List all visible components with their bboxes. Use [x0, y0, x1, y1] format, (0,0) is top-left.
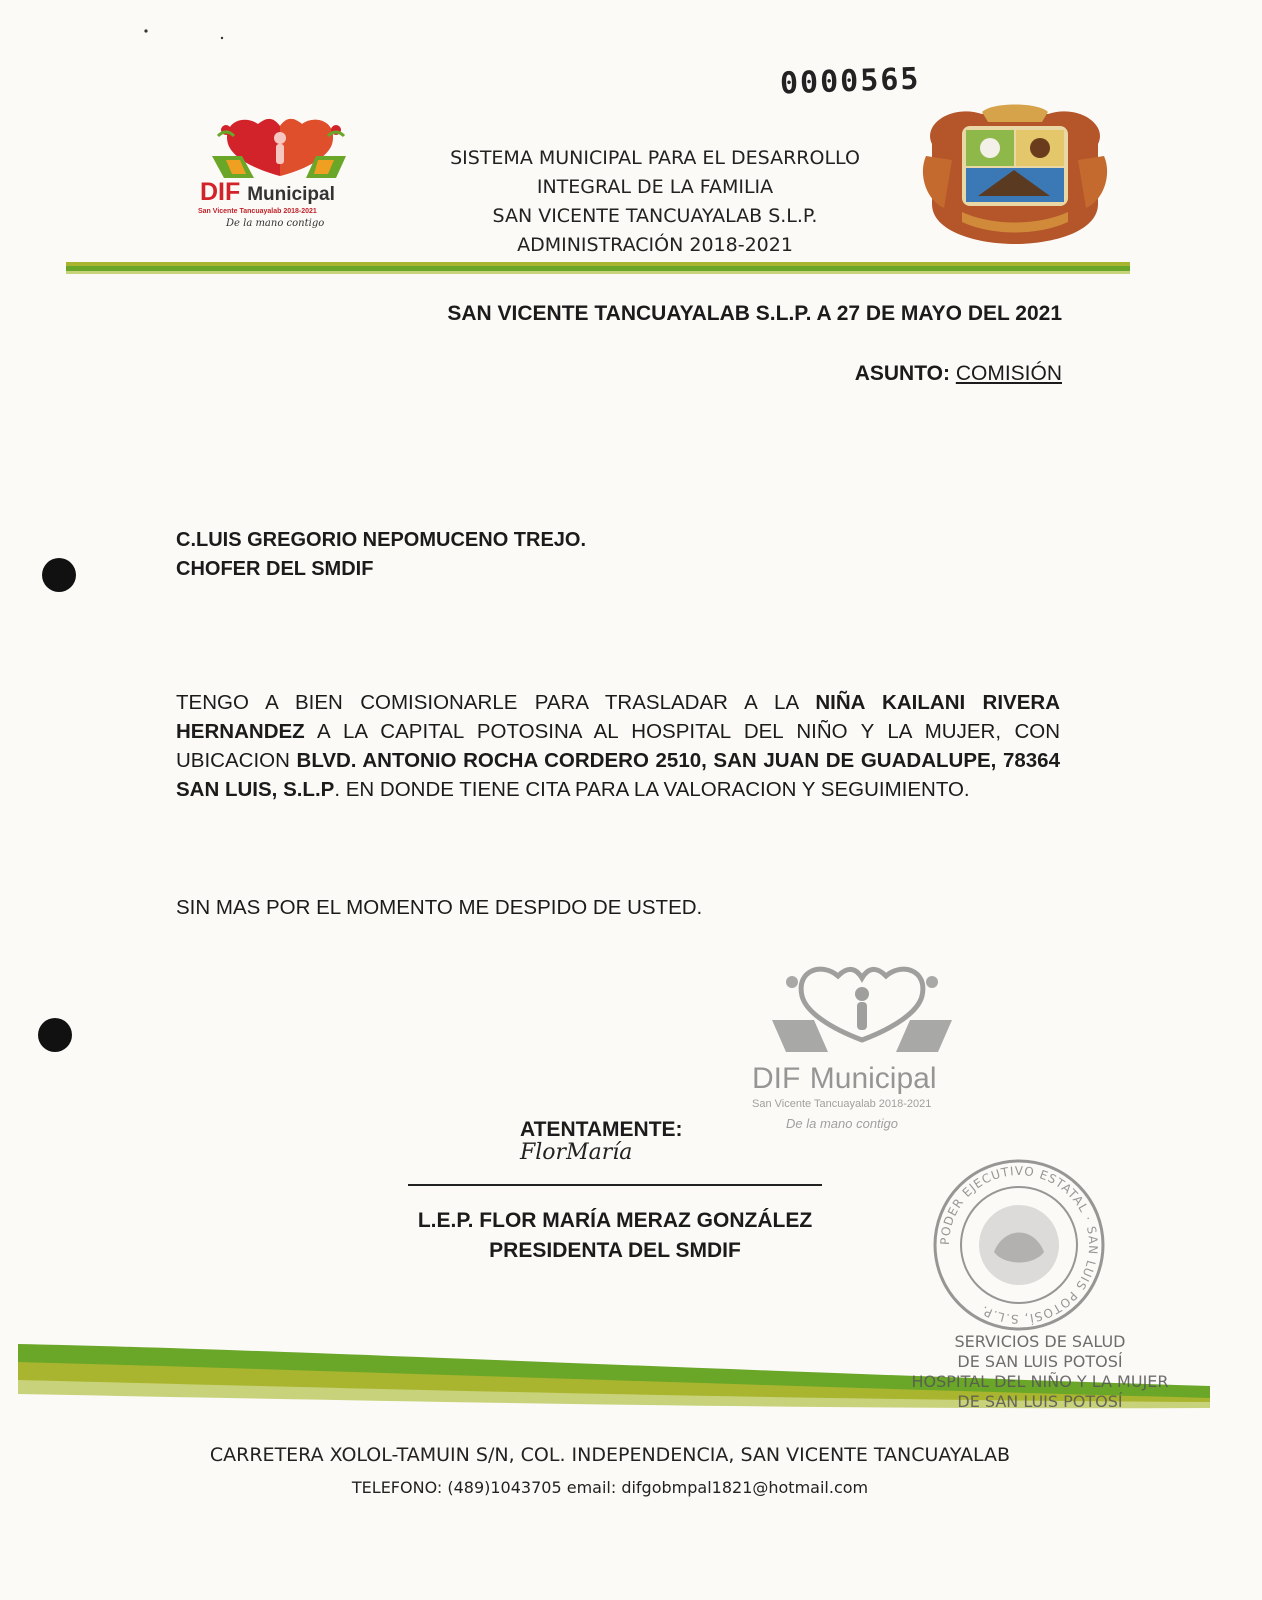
org-line-3: SAN VICENTE TANCUAYALAB S.L.P. — [492, 205, 818, 227]
subject-value: COMISIÓN — [955, 362, 1062, 385]
patient-name: NIÑA KAILANI RIVERA HERNANDEZ — [176, 691, 1061, 743]
body-text: . EN DONDE TIENE CITA PARA LA VALORACION Y SEGUIMIENTO. — [334, 778, 970, 801]
official-seal-icon — [930, 1156, 1108, 1334]
signer-block — [356, 1206, 874, 1266]
body-text: TENGO A BIEN COMISIONARLE PARA TRASLADAR A LA — [176, 691, 816, 714]
hospital-address: BLVD. ANTONIO ROCHA CORDERO 2510, SAN JUAN DE GUADALUPE, 78364 SAN LUIS, S.L.P — [176, 749, 1060, 801]
signature-line — [408, 1184, 822, 1186]
body-text: A LA CAPITAL POTOSINA AL HOSPITAL DEL NIÑO Y LA MUJER, CON UBICACION — [176, 720, 1060, 772]
closing-line: SIN MAS POR EL MOMENTO ME DESPIDO DE USTED. — [176, 896, 703, 919]
seal-caption-line: SERVICIOS DE SALUD — [954, 1332, 1126, 1351]
punch-hole — [42, 558, 76, 592]
footer-address: CARRETERA XOLOL-TAMUIN S/N, COL. INDEPENDENCIA, SAN VICENTE TANCUAYALAB — [209, 1444, 1011, 1466]
org-line-4: ADMINISTRACIÓN 2018-2021 — [517, 234, 793, 256]
dif-stamp-heart-icon — [752, 960, 972, 1060]
org-line-1: SISTEMA MUNICIPAL PARA EL DESARROLLO — [450, 147, 860, 169]
handwritten-signature: FlorMaría — [520, 1140, 633, 1165]
subject-label: ASUNTO: — [854, 362, 950, 385]
subject-line — [700, 362, 1062, 386]
scan-specks — [140, 26, 240, 46]
date-line: SAN VICENTE TANCUAYALAB S.L.P. A 27 DE MAYO DEL 2021 — [447, 302, 1062, 325]
folio-number: 0000565 — [779, 61, 922, 102]
body-paragraph — [176, 688, 1060, 804]
organization-header — [420, 144, 890, 260]
seal-caption-line: DE SAN LUIS POTOSÍ — [957, 1392, 1123, 1411]
dif-stamp — [752, 960, 992, 1150]
dif-municipal-logo — [196, 116, 366, 236]
dif-logo-tagline: San Vicente Tancuayalab 2018-2021 — [198, 208, 317, 215]
dif-logo-title: DIF Municipal — [200, 178, 335, 206]
dif-stamp-title: DIF Municipal — [752, 1062, 937, 1095]
dif-logo-motto: De la mano contigo — [226, 218, 325, 229]
recipient-block — [176, 526, 586, 584]
dif-heart-icon — [196, 116, 366, 182]
seal-ring-text: PODER EJECUTIVO ESTATAL · SAN LUIS POTOSÍ, S.L.P. — [937, 1163, 1101, 1327]
recipient-role: CHOFER DEL SMDIF — [176, 558, 374, 580]
dif-stamp-motto: De la mano contigo — [786, 1116, 899, 1131]
salutation: ATENTAMENTE: — [520, 1118, 683, 1141]
municipal-crest-icon — [922, 104, 1108, 244]
footer-contact: TELEFONO: (489)1043705 email: difgobmpal1821@hotmail.com — [351, 1478, 869, 1497]
punch-hole — [38, 1018, 72, 1052]
recipient-name: C.LUIS GREGORIO NEPOMUCENO TREJO. — [176, 529, 587, 551]
signer-name: L.E.P. FLOR MARÍA MERAZ GONZÁLEZ — [417, 1209, 813, 1232]
header-divider — [66, 262, 1130, 274]
org-line-2: INTEGRAL DE LA FAMILIA — [536, 176, 774, 198]
seal-caption-line: DE SAN LUIS POTOSÍ — [957, 1352, 1123, 1371]
seal-caption — [900, 1332, 1180, 1412]
signer-title: PRESIDENTA DEL SMDIF — [489, 1239, 741, 1262]
dif-stamp-tagline: San Vicente Tancuayalab 2018-2021 — [752, 1098, 932, 1110]
seal-caption-line: HOSPITAL DEL NIÑO Y LA MUJER — [911, 1372, 1169, 1391]
